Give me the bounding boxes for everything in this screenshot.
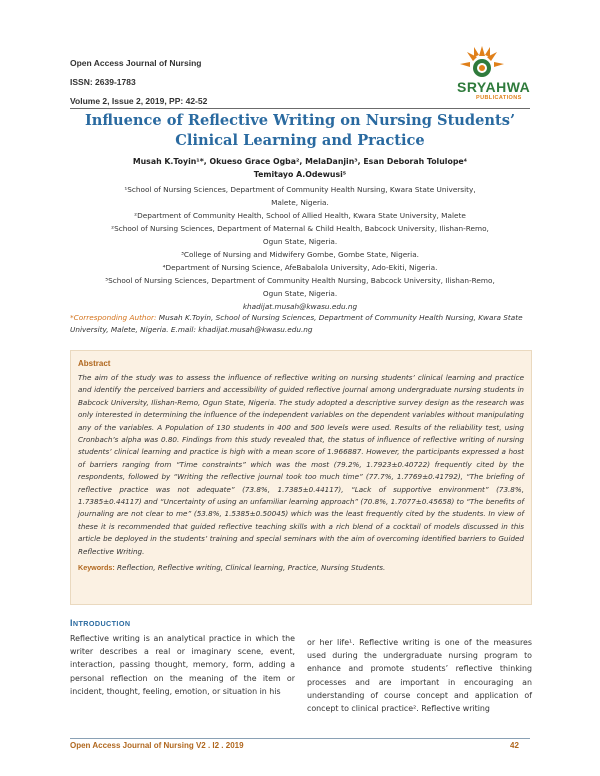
intro-left-column: [70, 618, 295, 698]
heading-rest: NTRODUCTION: [72, 619, 131, 628]
heading-initial: I: [70, 618, 73, 628]
abstract-body: The aim of the study was to assess the influence of reflective writing on nursing students’ clinical learning and practice and identify the perceived barriers and accessibility of guided reflective journal among undergraduate nursing students in Babcock University, Ilishan-Remo, Ogun State, Nigeria. The study adopted a descriptive survey design as the research was only interested in determining the influence of the independent variables on the dependent variables without manipulating any of the variables. A Population of 130 students in 400 and 500 levels were used. Results of the reliability test, using Cronbach’s alpha was 0.80. Findings from this study revealed that, the status of influence of reflective writing of nursing students’ clinical learning and practice is high with a mean score of 1.966887. However, the participants expressed a host of barriers ranging from “Time constraints” which was the most (79.2%, 1.7923±0.40722) frequently cited by the respondents, followed by “Writing the reflective journal took too much time” (77.7%, 1.7769±0.41792), “The briefing of reflective practice was not adequate” (73.8%, 1.7385±0.44117), “Lack of supportive environment” (73.8%, 1.7385±0.44117) and “Uncertainty of using an unfamiliar learning approach” (70.8%, 1.7077±0.45658) to “The benefits of journaling are not clear to me” (53.8%, 1.5385±0.50045) which was the least frequently cited by the students. In view of these it is recommended that guided reflective teaching skills with a rich blend of a cocktail of models discussed in this article be deployed in the students’ training and special seminars with the aim of overcoming identified barriers to Guided Reflective Writing.: [78, 373, 524, 556]
intro-paragraph-left: Reflective writing is an analytical practice in which the writer describes a real or imaginary scene, event, interaction, passing thought, memory, form, adding a personal reflection on the meaning of the item or incident, thought, feeling, emotion, or situation in his: [70, 634, 295, 696]
affiliation-line: Ogun State, Nigeria.: [262, 289, 338, 298]
page-number: 42: [510, 741, 519, 750]
author-list: [70, 155, 530, 181]
journal-name: Open Access Journal of Nursing: [70, 58, 202, 68]
footer-journal: Open Access Journal of Nursing V2 . I2 . 2019: [70, 741, 244, 750]
abstract-heading: Abstract: [78, 359, 111, 368]
logo-subtitle: PUBLICATIONS: [476, 95, 522, 101]
logo-name: SRYAHWA: [457, 79, 531, 95]
author-email[interactable]: khadijat.musah@kwasu.edu.ng: [242, 302, 358, 311]
corresponding-label: *Corresponding Author:: [70, 313, 157, 322]
author-line-2: Temitayo A.Odewusi⁵: [253, 170, 347, 179]
keywords: [78, 562, 524, 574]
abstract-box: [70, 350, 532, 605]
corresponding-text: Musah K.Toyin, School of Nursing Sciences, Department of Community Health Nursing, Kwara State University, Malete, Nigeria. E.mail: khadijat.musah@kwasu.edu.ng: [70, 313, 523, 334]
journal-header: [70, 53, 207, 110]
journal-issn: ISSN: 2639-1783: [70, 77, 136, 87]
affiliation-line: ⁴Department of Nursing Science, AfeBabalola University, Ado-Ekiti, Nigeria.: [162, 263, 438, 272]
corresponding-author: [70, 312, 532, 336]
header-divider: [70, 108, 530, 109]
keywords-list: Reflection, Reflective writing, Clinical learning, Practice, Nursing Students.: [114, 563, 386, 573]
keywords-label: Keywords:: [78, 563, 115, 573]
intro-paragraph-right: or her life¹. Reflective writing is one of the measures used during the undergraduate nursing program to enhance and promote students’ reflective thinking processes and are important in encouraging an understanding of course concept and application of concept to clinical practice². Reflective writing: [307, 638, 532, 714]
affiliation-line: ²School of Nursing Sciences, Department of Maternal & Child Health, Babcock University, Ilishan-Remo,: [111, 224, 489, 233]
journal-volume: Volume 2, Issue 2, 2019, PP: 42-52: [70, 96, 208, 106]
footer-divider: [70, 738, 530, 739]
section-heading-introduction: [70, 618, 295, 628]
affiliation-line: ³College of Nursing and Midwifery Gombe, Gombe State, Nigeria.: [180, 250, 420, 259]
intro-right-column: [307, 636, 532, 715]
affiliation-line: Ogun State, Nigeria.: [262, 237, 338, 246]
affiliation-line: ⁵School of Nursing Sciences, Department of Community Health Nursing, Babcock University, Ilishan-Remo,: [105, 276, 495, 285]
affiliation-line: Malete, Nigeria.: [271, 198, 329, 207]
affiliations: [70, 183, 530, 313]
author-line-1: Musah K.Toyin¹*, Okueso Grace Ogba², MelaDanjin³, Esan Deborah Tolulope⁴: [132, 157, 468, 166]
affiliation-line: ²Department of Community Health, School of Allied Health, Kwara State University, Malete: [134, 211, 466, 220]
paper-title: Influence of Reflective Writing on Nursing Students’ Clinical Learning and Practice: [84, 112, 516, 149]
affiliation-line: ¹School of Nursing Sciences, Department of Community Health Nursing, Kwara State University,: [124, 185, 476, 194]
